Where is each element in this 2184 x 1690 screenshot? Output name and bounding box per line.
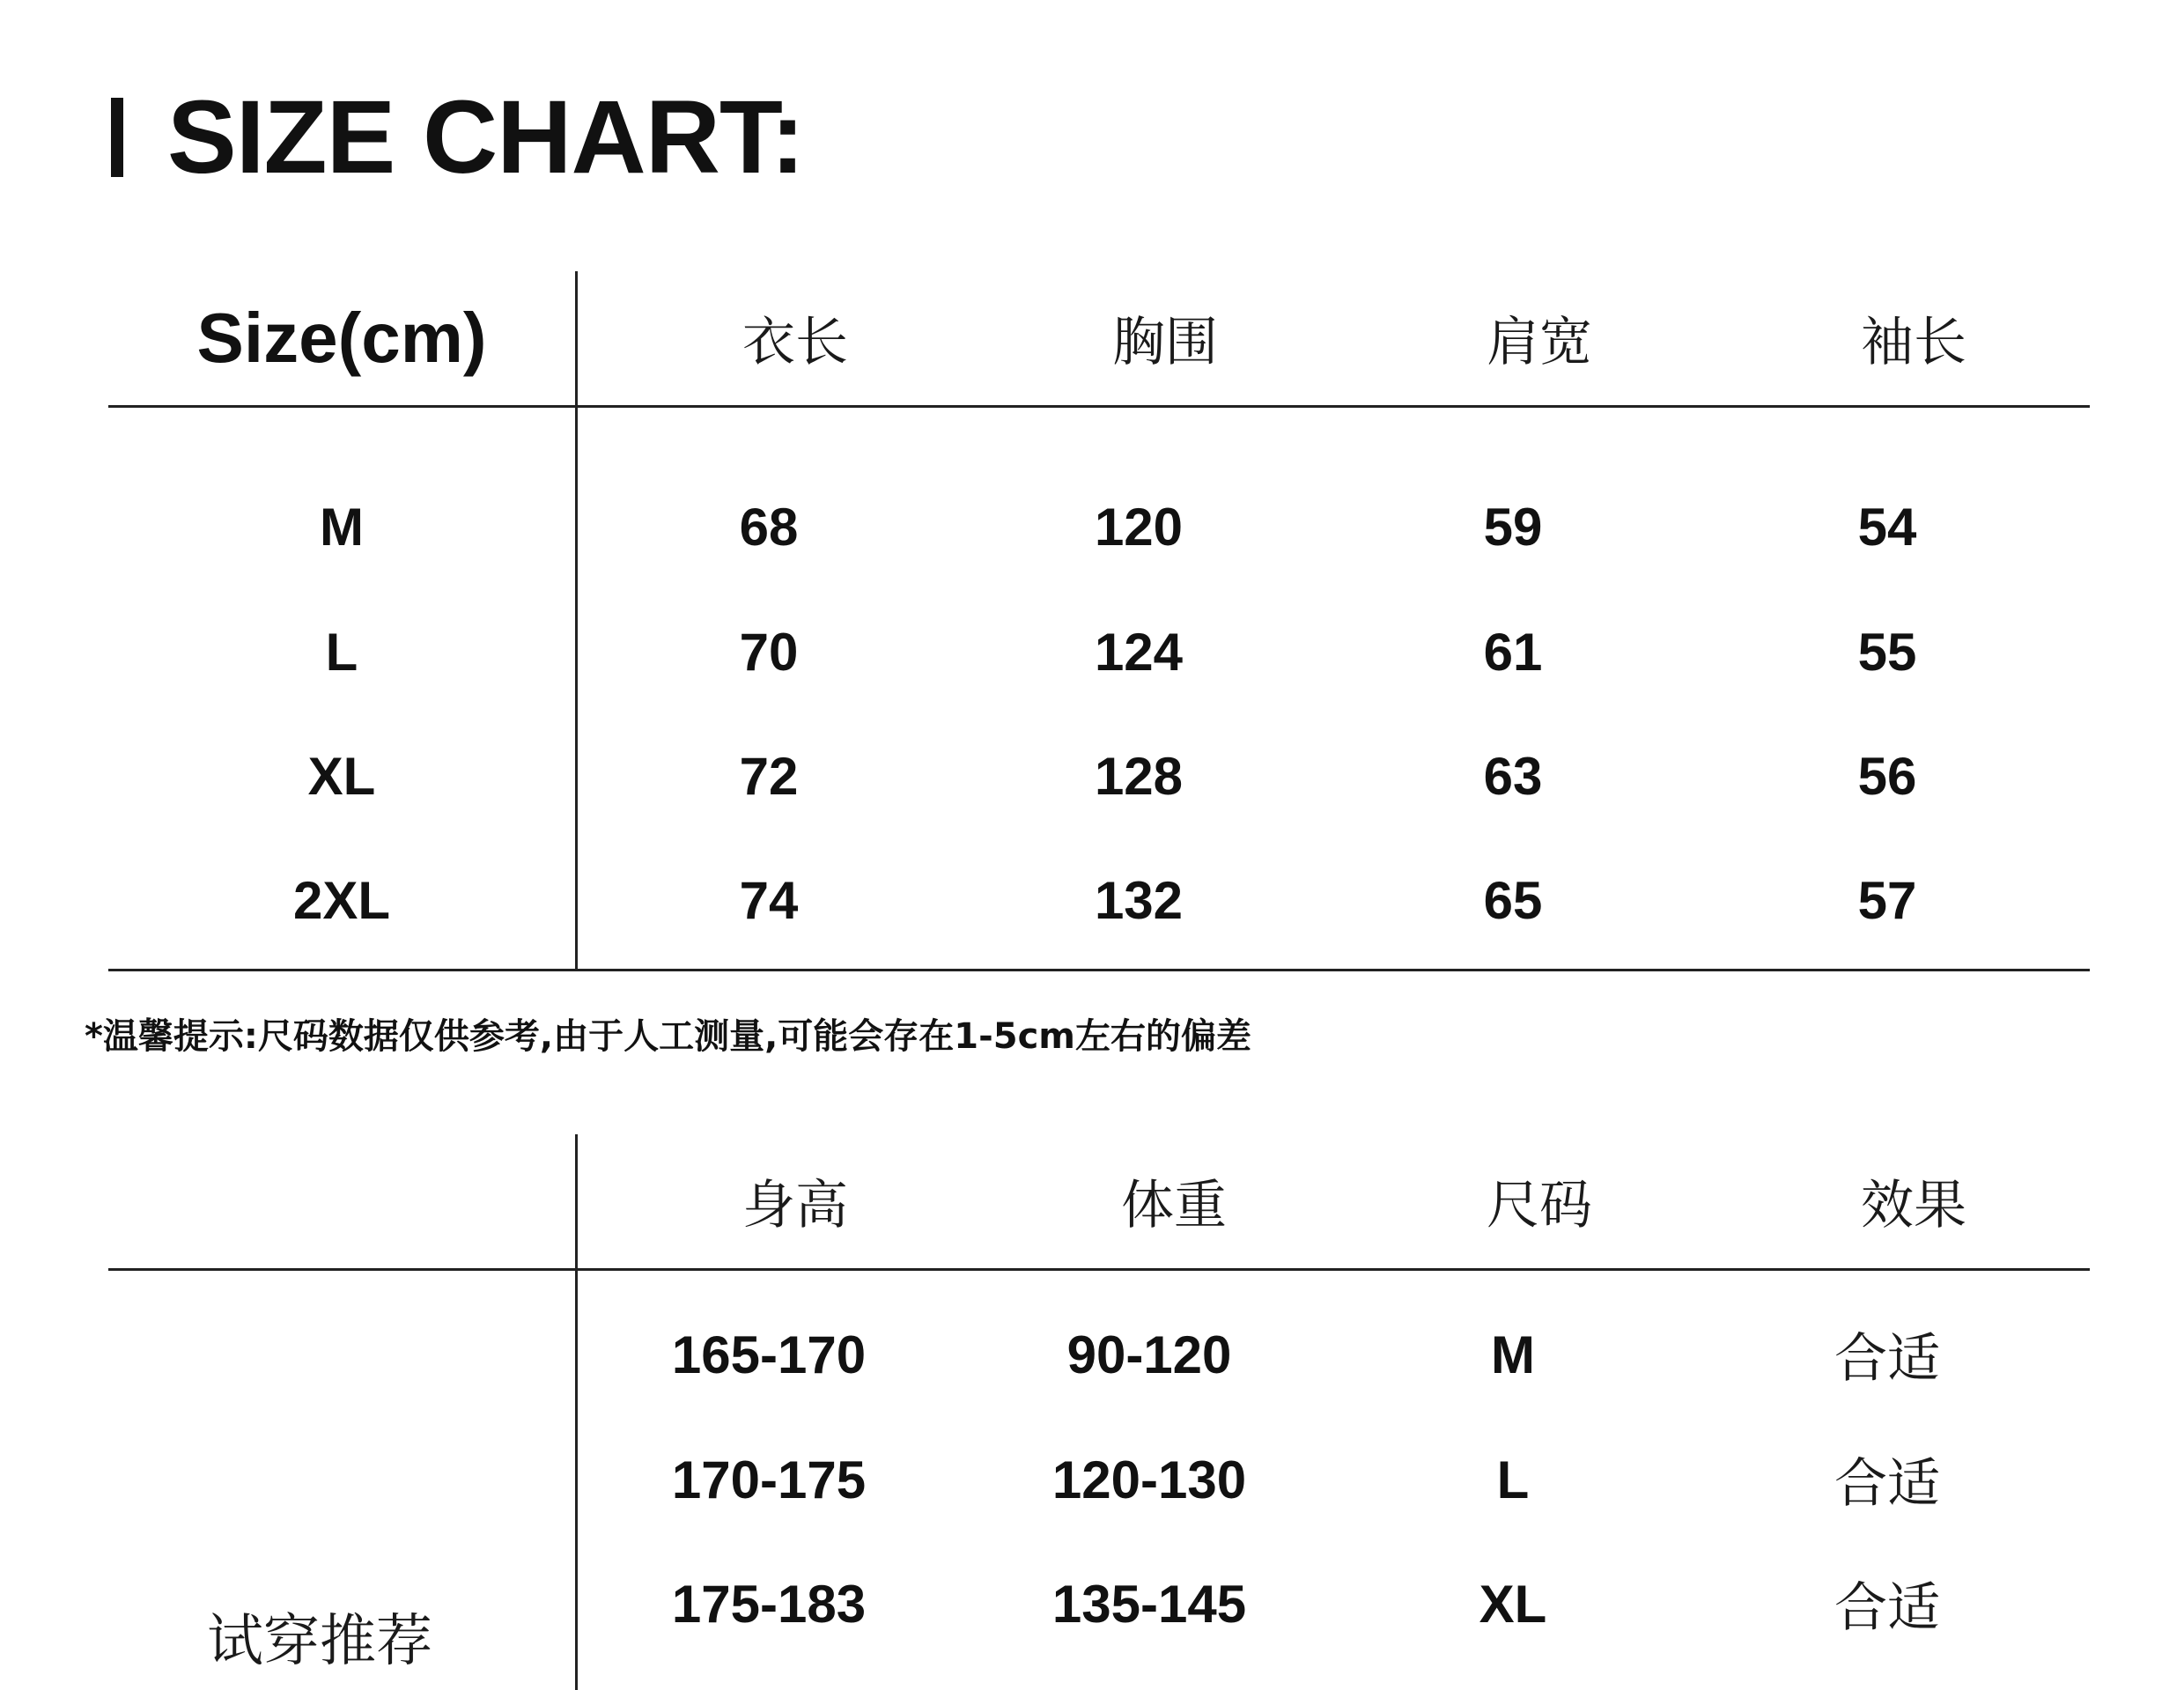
- measurement-note: *温馨提示:尺码数据仅供参考,由于人工测量,可能会存在1-5cm左右的偏差: [85, 1016, 1251, 1057]
- header-chest: 胸围: [1112, 312, 1218, 373]
- page-title: SIZE CHART:: [167, 79, 805, 196]
- header-weight: 体重: [1121, 1175, 1227, 1236]
- size-row-1-size: M: [320, 497, 364, 557]
- size-row-1-shoulder: 59: [1483, 497, 1543, 557]
- size-chart-title: [111, 76, 804, 199]
- fit-row-2-effect: 合适: [1834, 1453, 1940, 1515]
- fit-header-empty: [108, 1134, 575, 1268]
- fit-recommendation-table: [108, 1134, 2090, 1690]
- header-effect: 效果: [1861, 1175, 1966, 1236]
- size-row-3-size: XL: [307, 746, 376, 806]
- fit-row-3-effect: 合适: [1834, 1577, 1940, 1639]
- size-table: [108, 271, 2090, 971]
- fit-row-1-size: M: [1491, 1325, 1535, 1384]
- size-row-4-size: 2XL: [292, 870, 391, 930]
- size-row-3-sleeve: 56: [1857, 746, 1917, 806]
- size-row-4-length: 74: [739, 870, 799, 930]
- fit-row-2-weight: 120-130: [1051, 1450, 1247, 1509]
- size-row-2-sleeve: 55: [1857, 622, 1917, 682]
- size-table-header-rule: [108, 405, 2090, 408]
- size-row-4-chest: 132: [1094, 870, 1184, 930]
- fit-row-1-weight: 90-120: [1066, 1325, 1232, 1384]
- size-row-2-shoulder: 61: [1483, 622, 1543, 682]
- size-table-divider-vertical: [575, 271, 578, 971]
- fit-row-3-weight: 135-145: [1051, 1574, 1247, 1634]
- size-table-bottom-rule: [108, 969, 2090, 971]
- size-row-3-length: 72: [739, 746, 799, 806]
- size-row-1-length: 68: [739, 497, 799, 557]
- title-accent-bar: [111, 98, 123, 177]
- fit-table-header-rule: [108, 1268, 2090, 1271]
- fit-row-label: 试穿推荐: [207, 1609, 432, 1674]
- size-row-1-chest: 120: [1094, 497, 1184, 557]
- size-row-2-length: 70: [739, 622, 799, 682]
- fit-row-2-height: 170-175: [671, 1450, 867, 1509]
- size-row-4-shoulder: 65: [1483, 870, 1543, 930]
- size-row-2-size: L: [325, 622, 358, 682]
- header-shoulder: 肩宽: [1487, 312, 1592, 373]
- header-length: 衣长: [742, 312, 848, 373]
- fit-row-3-height: 175-183: [671, 1574, 867, 1634]
- size-row-4-sleeve: 57: [1857, 870, 1917, 930]
- header-height: 身高: [742, 1175, 848, 1236]
- size-row-1-sleeve: 54: [1857, 497, 1917, 557]
- header-size: 尺码: [1487, 1175, 1592, 1236]
- fit-table-divider-vertical: [575, 1134, 578, 1690]
- fit-row-2-size: L: [1496, 1450, 1530, 1509]
- size-row-3-shoulder: 63: [1483, 746, 1543, 806]
- size-header-label: Size(cm): [196, 299, 487, 377]
- fit-row-1-height: 165-170: [671, 1325, 867, 1384]
- size-row-3-chest: 128: [1094, 746, 1184, 806]
- fit-row-1-effect: 合适: [1834, 1328, 1940, 1390]
- size-row-2-chest: 124: [1094, 622, 1184, 682]
- fit-row-3-size: XL: [1479, 1574, 1547, 1634]
- header-sleeve: 袖长: [1861, 312, 1966, 373]
